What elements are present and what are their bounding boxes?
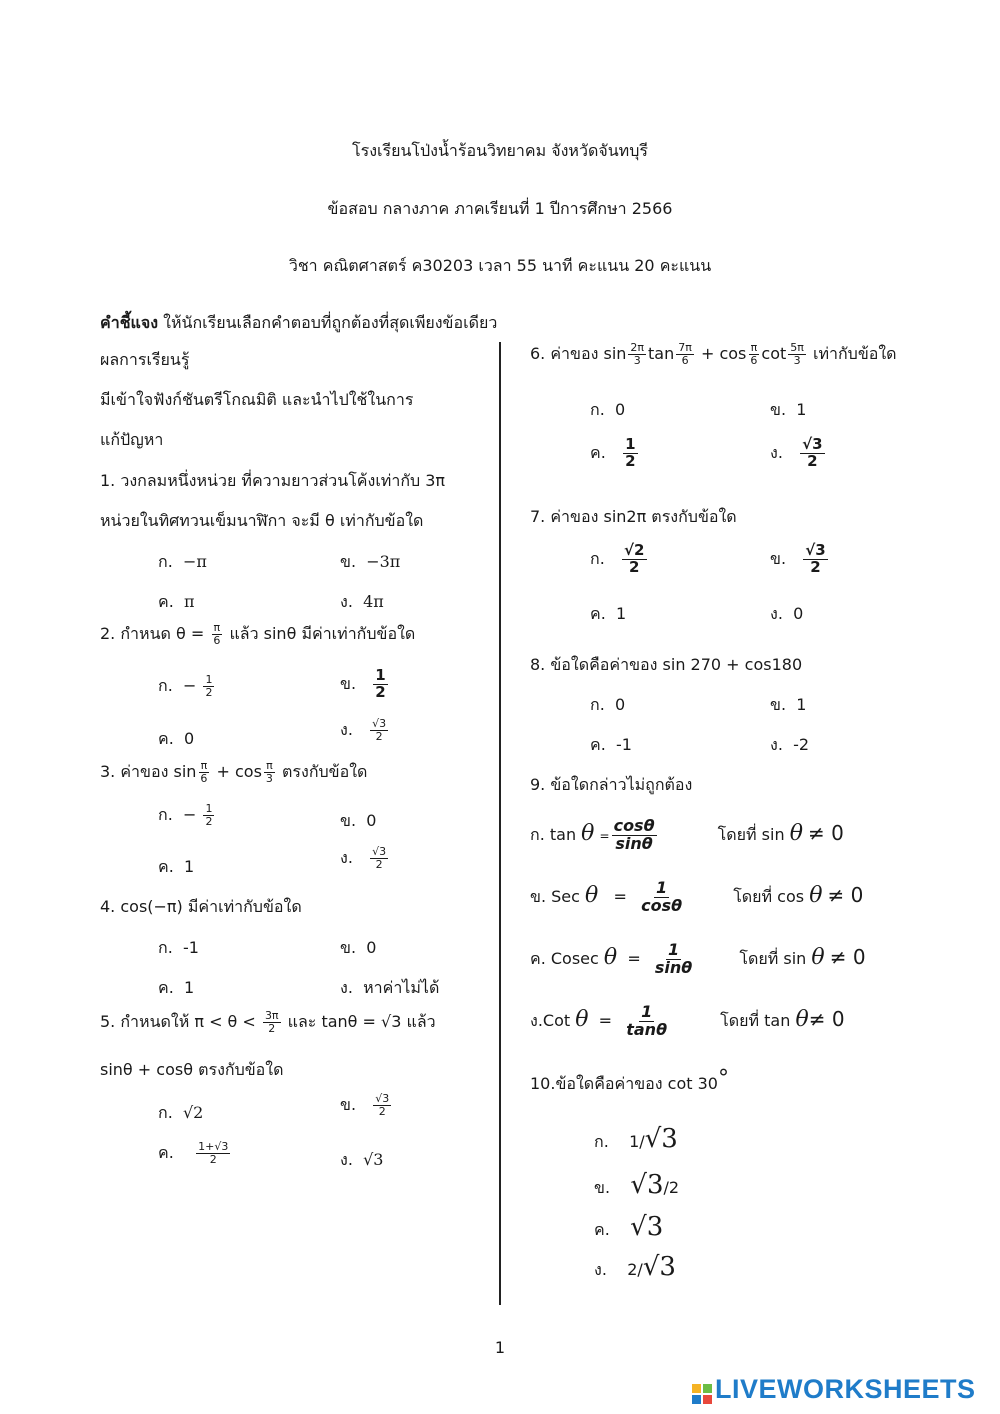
q9-choice-c: ค. Cosec θ = $\frac{1}{\sin\theta}$ โดยที่ sin θ ≠ 0 [530,940,866,977]
column-divider [499,342,501,1305]
q5-choice-b: ข. $\frac{√3}{2}$ [340,1092,390,1118]
q5-stem-line1: 5. กำหนดให้ π < θ < $\frac{3\pi}{2}$ และ tanθ = √3 แล้ว [100,1009,436,1035]
liveworksheets-logo [692,1374,992,1404]
q7-choice-d: ง. 0 [770,604,804,623]
q3-choice-a: ก. − $\frac{1}{2}$ [158,802,213,828]
q10-choice-a: ก. 1/√3 [594,1124,678,1154]
q2-choice-b: ข. $\frac{1}{2}$ [340,666,386,701]
instructions-label: คำชี้แจง [100,313,159,332]
q9-choice-d: ง.Cot θ = $\frac{1}{\tan\theta}$ โดยที่ tan θ≠ 0 [530,1002,845,1039]
q6-choice-d: ง. $\frac{√3}{2}$ [770,435,823,470]
q5-choice-a: ก. √2 [158,1103,204,1122]
q1-stem-line1: 1. วงกลมหนึ่งหน่วย ที่ความยาวส่วนโค้งเท่ากับ 3π [100,471,446,490]
q10-stem: 10.ข้อใดคือค่าของ cot 30° [530,1066,729,1093]
q5-choice-c: ค. $\frac{1+√3}{2}$ [158,1140,229,1166]
q9-choice-b: ข. Sec θ = $\frac{1}{\cos\theta}$ โดยที่ cos θ ≠ 0 [530,878,864,915]
q4-choice-c: ค. 1 [158,978,195,997]
subject-header: วิชา คณิตศาสตร์ ค30203 เวลา 55 นาที คะแนน 20 คะแนน [288,256,712,275]
q6-choice-a: ก. 0 [590,400,626,419]
q2-choice-c: ค. 0 [158,729,195,748]
instructions-text: ให้นักเรียนเลือกคำตอบที่ถูกต้องที่สุดเพียงข้อเดียว [163,313,498,332]
q3-stem: 3. ค่าของ sin $\frac{\pi}{6}$ + cos $\frac{\pi}{3}$ ตรงกับข้อใด [100,759,368,785]
q4-choice-d: ง. หาค่าไม่ได้ [340,978,440,997]
q5-stem-line2: sinθ + cosθ ตรงกับข้อใด [100,1060,284,1079]
q9-stem: 9. ข้อใดกล่าวไม่ถูกต้อง [530,775,693,794]
exam-header: ข้อสอบ กลางภาค ภาคเรียนที่ 1 ปีการศึกษา 2566 [327,199,673,218]
q3-choice-b: ข. 0 [340,811,377,830]
q8-choice-c: ค. -1 [590,735,632,754]
outcome-title: ผลการเรียนรู้ [100,350,190,369]
q7-choice-b: ข. $\frac{√3}{2}$ [770,541,826,576]
q4-choice-b: ข. 0 [340,938,377,957]
q7-choice-a: ก. $\frac{√2}{2}$ [590,541,645,576]
q2-choice-a: ก. − $\frac{1}{2}$ [158,673,213,699]
q8-stem: 8. ข้อใดคือค่าของ sin 270 + cos180 [530,655,803,674]
q10-choice-c: ค. √3 [594,1212,664,1242]
q6-choice-c: ค. $\frac{1}{2}$ [590,435,636,470]
q1-choice-a: ก. −π [158,552,207,571]
q10-choice-b: ข. √3/2 [594,1170,680,1200]
q1-choice-b: ข. −3π [340,552,401,571]
logo-grid-icon [692,1384,712,1404]
q6-stem: 6. ค่าของ sin $\frac{2\pi}{3}$ tan $\frac{7\pi}{6}$ + cos $\frac{\pi}{6}$ cot $\frac{5\pi}{3}$ เท่ากับข้อใด [530,341,897,367]
q3-choice-c: ค. 1 [158,857,195,876]
instructions [100,311,497,336]
q5-choice-d: ง. √3 [340,1150,384,1169]
outcome-line2: แก้ปัญหา [100,430,164,449]
q2-stem: 2. กำหนด θ = $\frac{\pi}{6}$ แล้ว sinθ มีค่าเท่ากับข้อใด [100,621,416,647]
q9-choice-a: ก. tan θ = $\frac{\cos\theta}{\sin\theta}$ โดยที่ sin θ ≠ 0 [530,816,844,853]
page-number: 1 [494,1338,506,1357]
q3-choice-d: ง. $\frac{√3}{2}$ [340,845,387,871]
q2-choice-d: ง. $\frac{√3}{2}$ [340,717,387,743]
logo-text: LIVEWORKSHEETS [715,1374,976,1404]
q1-choice-c: ค. π [158,592,195,611]
q1-stem-line2: หน่วยในทิศทวนเข็มนาฬิกา จะมี θ เท่ากับข้อใด [100,511,424,530]
school-header: โรงเรียนโป่งน้ำร้อนวิทยาคม จังหวัดจันทบุรี [352,141,648,160]
q7-choice-c: ค. 1 [590,604,627,623]
q4-choice-a: ก. -1 [158,938,199,957]
q2-stem-fraction: $\frac{\pi}{6}$ [213,621,221,647]
q8-choice-b: ข. 1 [770,695,807,714]
q7-stem: 7. ค่าของ sin2π ตรงกับข้อใด [530,507,737,526]
q8-choice-d: ง. -2 [770,735,810,754]
outcome-line1: มีเข้าใจฟังก์ชันตรีโกณมิติ และนำไปใช้ในการ [100,390,414,409]
q6-choice-b: ข. 1 [770,400,807,419]
q8-choice-a: ก. 0 [590,695,626,714]
q10-choice-d: ง. 2/√3 [594,1252,676,1282]
q1-choice-d: ง. 4π [340,592,384,611]
q4-stem: 4. cos(−π) มีค่าเท่ากับข้อใด [100,897,302,916]
